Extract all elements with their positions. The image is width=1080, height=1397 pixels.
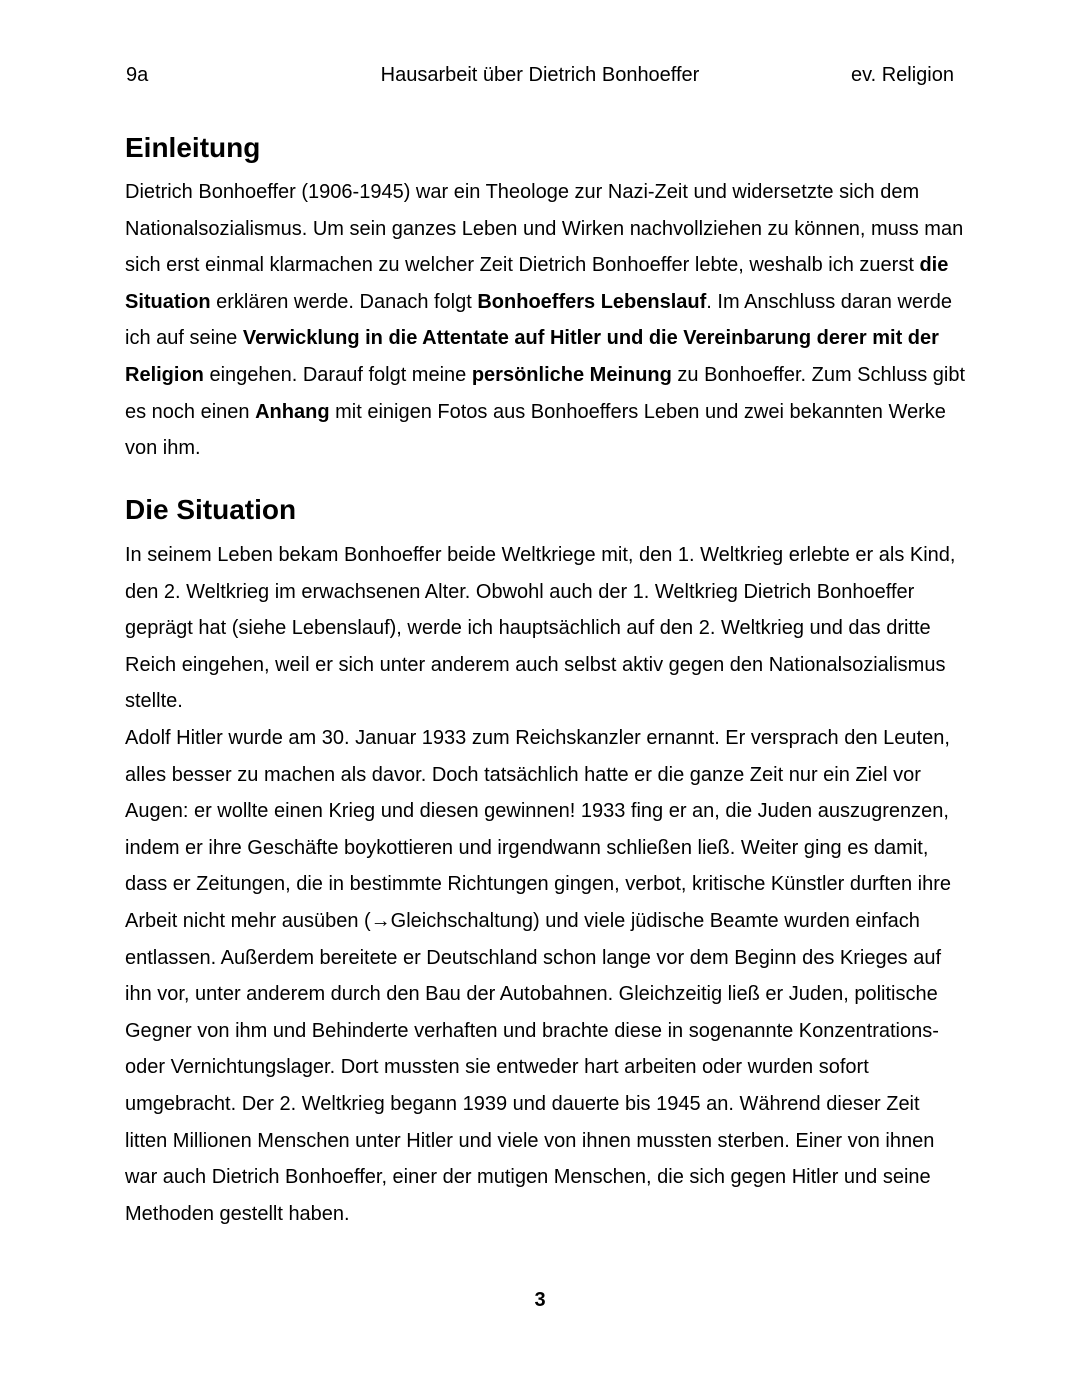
section-introduction <box>125 130 965 467</box>
intro-text: eingehen. Darauf folgt meine <box>203 363 472 386</box>
header-title: Hausarbeit über Dietrich Bonhoeffer <box>380 64 700 86</box>
page-header <box>126 60 954 90</box>
situation-paragraph-2: Adolf Hitler wurde am 30. Januar 1933 zum Reichskanzler ernannt. Er versprach den Leuten, alles besser zu machen als davor. Doch tatsächlich hatte er die ganze Zeit nur ein Ziel vor Augen: er wollte einen Krieg und diesen gewinnen! 1933 fing er an, die Juden auszugrenzen, indem er ihre Geschäfte boykottieren und irgendwann schließen ließ. Weiter ging es damit, dass er Zeitungen, die in bestimmte Richtungen gingen, verbot, kritische Künstler durften ihre Arbeit nicht mehr ausüben (→Gleichschaltung) und viele jüdische Beamte wurden einfach entlassen. Außerdem bereitete er Deutschland schon lange vor dem Beginn des Krieges auf ihn vor, unter anderem durch den Bau der Autobahnen. Gleichzeitig ließ er Juden, politische Gegner von ihm und Behinderte verhaften und brachte diese in sogenannte Konzentrations- oder Vernichtungslager. Dort mussten sie entweder hart arbeiten oder wurden sofort umgebracht. Der 2. Weltkrieg begann 1939 und dauerte bis 1945 an. Während dieser Zeit litten Millionen Menschen unter Hitler und viele von ihnen mussten sterben. Einer von ihnen war auch Dietrich Bonhoeffer, einer der mutigen Menschen, die sich gegen Hitler und seine Methoden gestellt haben. <box>125 726 951 1225</box>
intro-text: zu Bonhoeffer. Zum Schluss gibt es noch einen <box>125 363 965 423</box>
intro-text: . Im Anschluss daran werde ich auf seine <box>125 290 952 350</box>
intro-text: mit einigen Fotos aus Bonhoeffers Leben und zwei bekannten Werke von ihm. <box>125 400 946 460</box>
page-number: 3 <box>534 1289 546 1311</box>
intro-bold-anhang: Anhang <box>255 400 330 423</box>
intro-bold-situation: die Situation <box>125 254 949 313</box>
intro-text: Dietrich Bonhoeffer (1906-1945) war ein Theologe zur Nazi-Zeit und widersetzte sich dem Nationalsozialismus. Um sein ganzes Leben und Wirken nachvollziehen zu können, muss man sich erst einmal klarmachen zu welcher Zeit Dietrich Bonhoeffer lebte, weshalb ich zuerst <box>125 181 964 277</box>
header-class: 9a <box>126 64 149 86</box>
intro-bold-lebenslauf: Bonhoeffers Lebenslauf <box>477 290 707 313</box>
header-subject: ev. Religion <box>850 64 954 86</box>
section-situation <box>125 492 965 1232</box>
introduction-heading: Einleitung <box>125 132 261 163</box>
situation-heading: Die Situation <box>125 494 297 525</box>
intro-text: erklären werde. Danach folgt <box>210 290 478 313</box>
intro-bold-meinung: persönliche Meinung <box>471 363 672 386</box>
introduction-paragraph <box>125 174 965 467</box>
situation-paragraph-1: In seinem Leben bekam Bonhoeffer beide Weltkriege mit, den 1. Weltkrieg erlebte er als Kind, den 2. Weltkrieg im erwachsenen Alter. Obwohl auch der 1. Weltkrieg Dietrich Bonhoeffer geprägt hat (siehe Lebenslauf), werde ich hauptsächlich auf den 2. Weltkrieg und das dritte Reich eingehen, weil er sich unter anderem auch selbst aktiv gegen den Nationalsozialismus stellte. <box>125 544 956 713</box>
intro-bold-attentate: Verwicklung in die Attentate auf Hitler und die Vereinbarung derer mit der Religion <box>125 327 939 386</box>
